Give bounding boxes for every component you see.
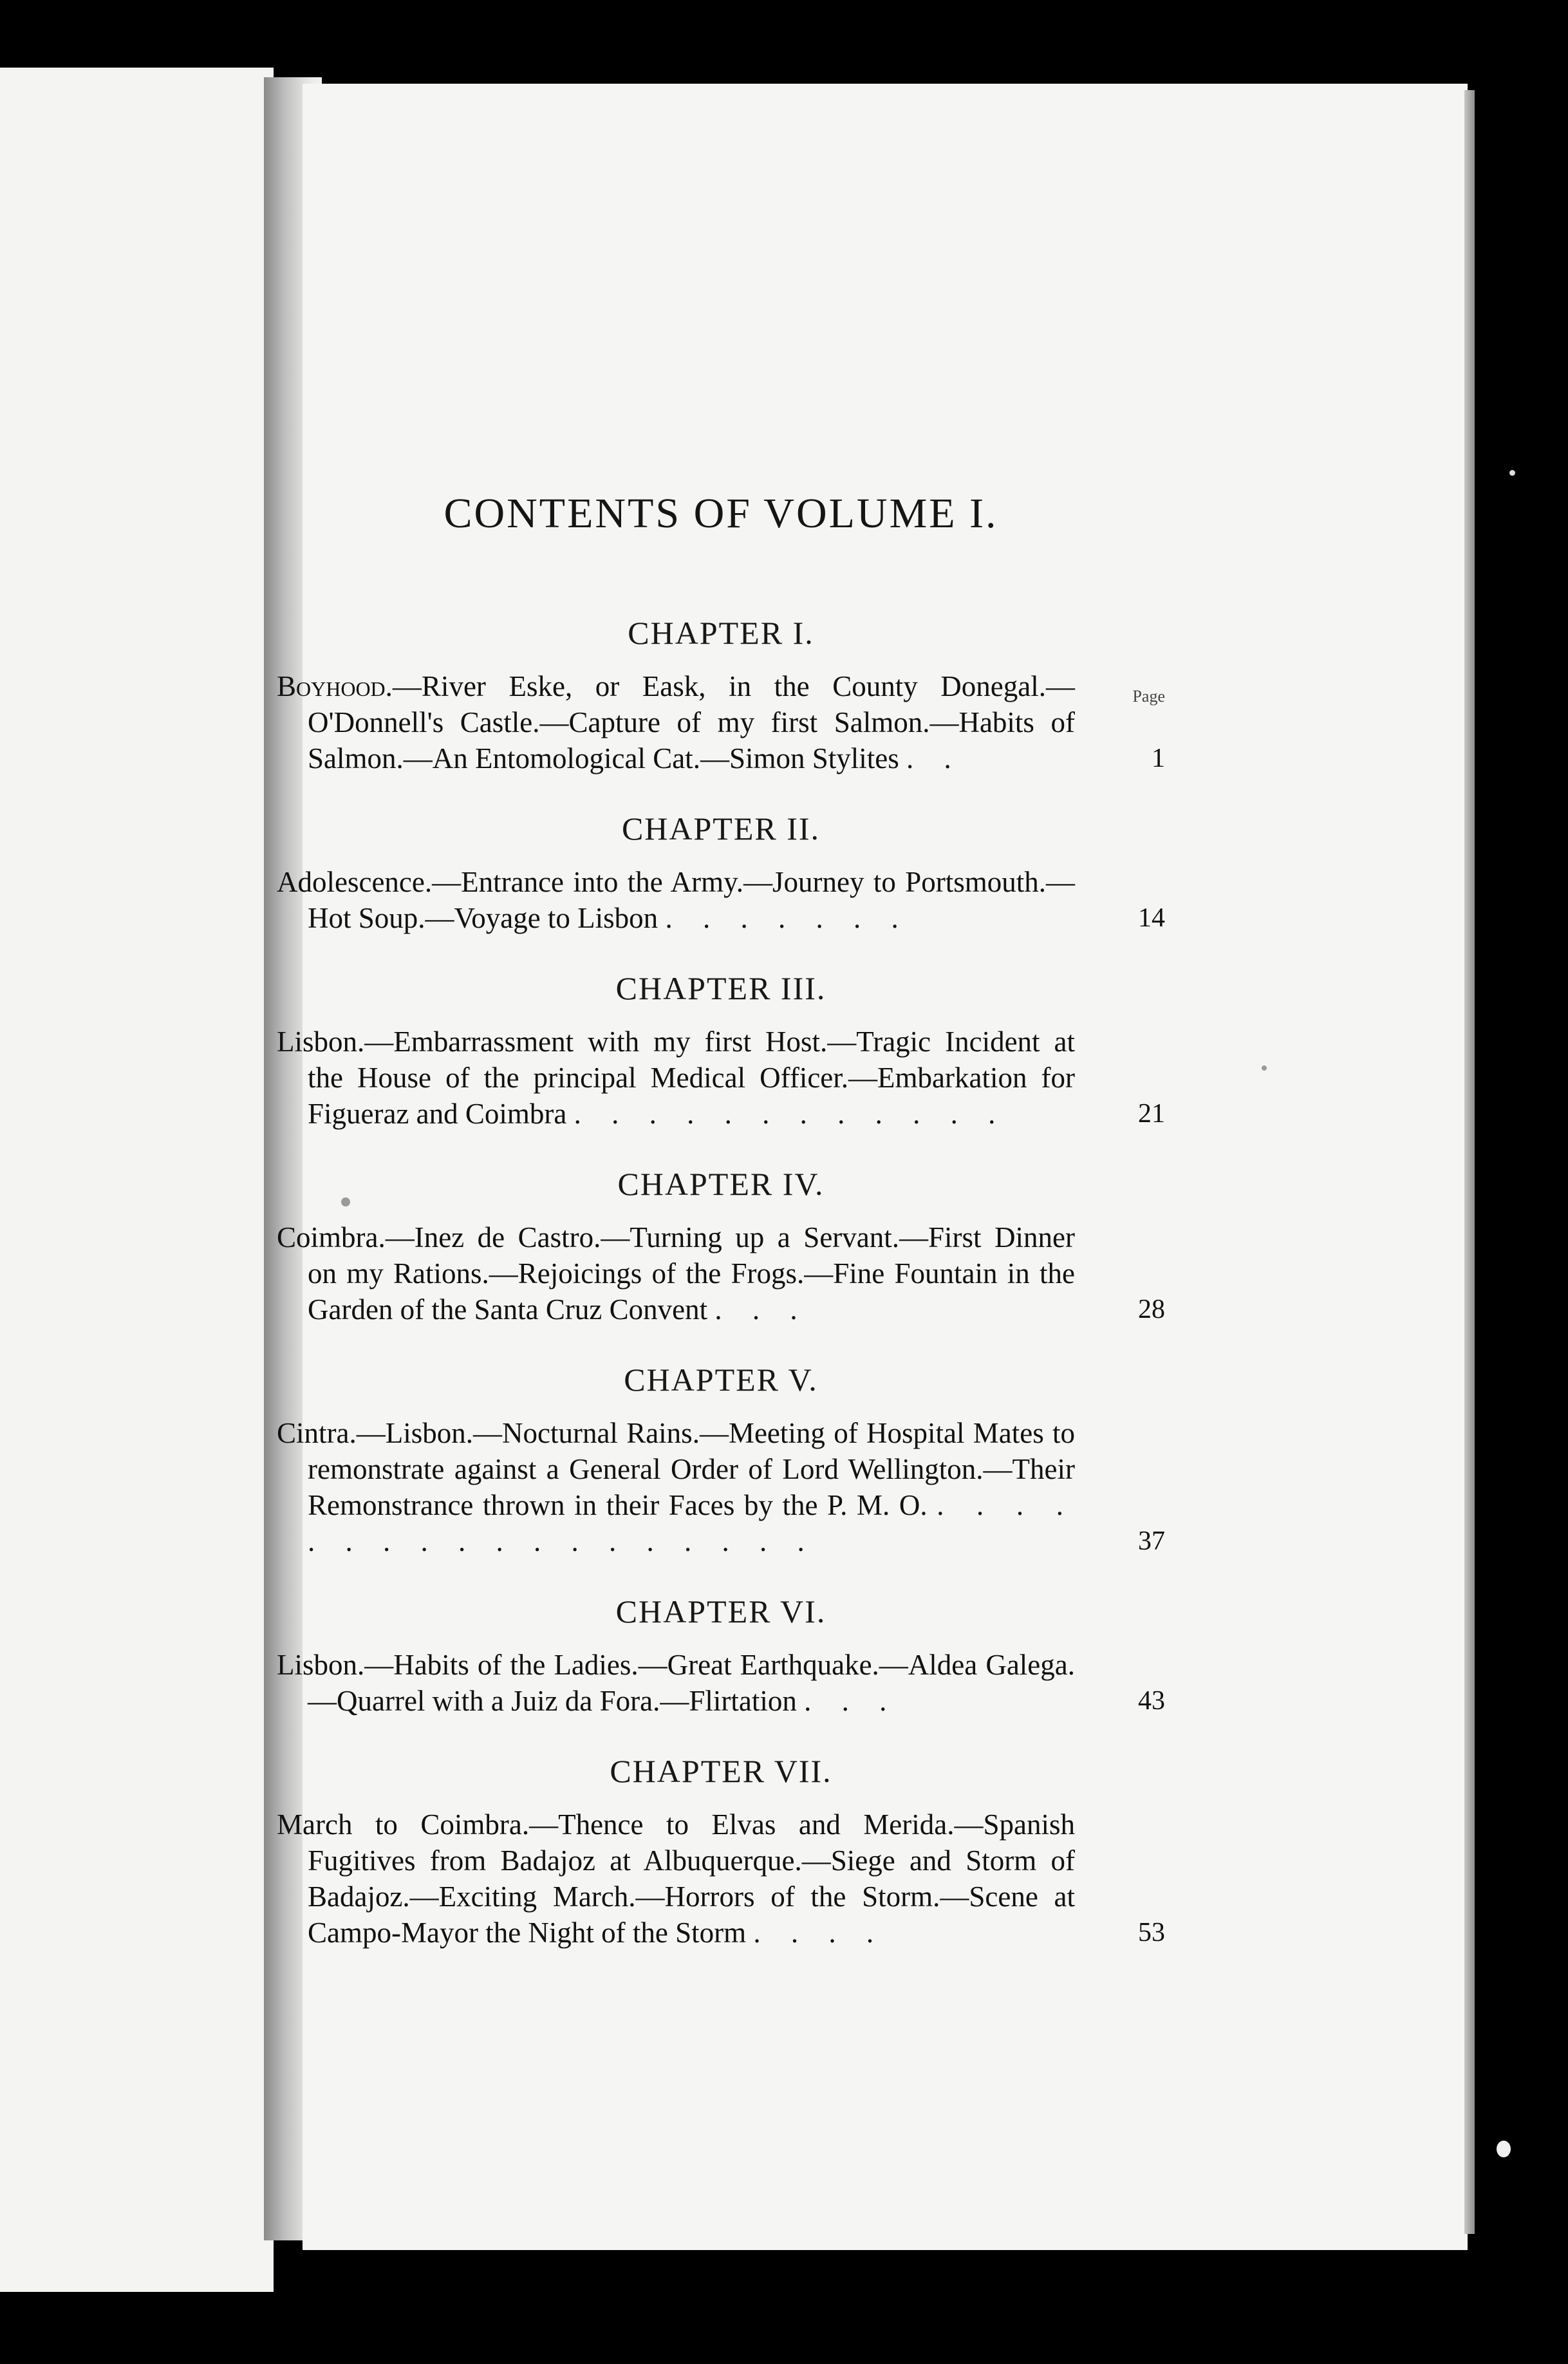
summary-text: Lisbon.—Habits of the Ladies.—Great Earthquake.—Aldea Galega.—Quarrel with a Juiz da Fora.—Flirtation [277, 1649, 1075, 1717]
chapter-summary [277, 1219, 1165, 1327]
page-number: 28 [1138, 1295, 1165, 1324]
dot-leaders: . . . . . . . [665, 902, 910, 934]
page-number: 37 [1138, 1526, 1165, 1556]
chapter-summary [277, 1415, 1165, 1559]
dot-leaders: . . . [714, 1293, 809, 1326]
chapter-heading: CHAPTER VII. [610, 1753, 832, 1789]
summary-text: —River Eske, or Eask, in the County Donegal.—O'Donnell's Castle.—Capture of my first Salmon.—Habits of Salmon.—An Entomological Cat.—Simon Stylites [308, 670, 1075, 774]
chapter-heading: CHAPTER II. [621, 811, 821, 847]
summary-text: Cintra.—Lisbon.—Nocturnal Rains.—Meeting of Hospital Mates to remonstrate against a General Order of Lord Wellington.—Their Remonstrance thrown in their Faces by the P. M. O. [277, 1417, 1075, 1521]
chapter-summary [277, 1806, 1165, 1951]
dot-leaders: . . . . . . . . . . . . [574, 1098, 1007, 1130]
dot-leaders: . . . [804, 1685, 899, 1717]
dot-leaders: . . [906, 742, 963, 774]
table-of-contents [277, 489, 1165, 1984]
chapter-heading: CHAPTER I. [628, 615, 814, 651]
page-edge-shadow [1464, 90, 1475, 2234]
page-number: 21 [1138, 1099, 1165, 1129]
chapter-heading: CHAPTER IV. [617, 1166, 825, 1202]
dot-leaders: . . . . . . . . . . . . . . . . . . [308, 1489, 1076, 1557]
page-number: 1 [1152, 744, 1165, 773]
summary-text: Lisbon.—Embarrassment with my first Host.—Tragic Incident at the House of the principal Medical Officer.—Embarkation for Figueraz and Coimbra [277, 1026, 1075, 1130]
chapter-entry [277, 970, 1165, 1132]
chapter-heading: CHAPTER VI. [615, 1593, 826, 1629]
dot-leaders: . . . . [753, 1917, 886, 1949]
chapter-summary [277, 864, 1165, 936]
summary-lead: Boyhood. [277, 670, 393, 702]
chapter-entry [277, 1752, 1165, 1951]
chapter-summary [277, 1024, 1165, 1132]
chapter-summary [277, 668, 1165, 776]
chapter-heading: CHAPTER V. [624, 1362, 818, 1398]
chapter-heading: CHAPTER III. [615, 970, 826, 1006]
chapter-entry [277, 1593, 1165, 1719]
summary-text: Adolescence.—Entrance into the Army.—Journey to Portsmouth.—Hot Soup.—Voyage to Lisbon [277, 866, 1075, 934]
page-number: 53 [1138, 1918, 1165, 1947]
summary-text: Coimbra.—Inez de Castro.—Turning up a Servant.—First Dinner on my Rations.—Rejoicings of the Frogs.—Fine Fountain in the Garden of the Santa Cruz Convent [277, 1221, 1075, 1326]
page-number: 14 [1138, 903, 1165, 933]
volume-title: CONTENTS OF VOLUME I. [443, 490, 998, 537]
chapter-entry [277, 1361, 1165, 1559]
chapter-entry [277, 1165, 1165, 1327]
summary-text: March to Coimbra.—Thence to Elvas and Merida.—Spanish Fugitives from Badajoz at Albuquerque.—Siege and Storm of Badajoz.—Exciting March.—Horrors of the Storm.—Scene at Campo-Mayor the Night of the Storm [277, 1808, 1075, 1949]
page-column-label: Page [1132, 687, 1165, 706]
left-page-edge [0, 68, 274, 2292]
chapter-summary [277, 1647, 1165, 1719]
page-number: 43 [1138, 1686, 1165, 1716]
chapter-entry [277, 614, 1165, 776]
chapter-entry [277, 810, 1165, 936]
